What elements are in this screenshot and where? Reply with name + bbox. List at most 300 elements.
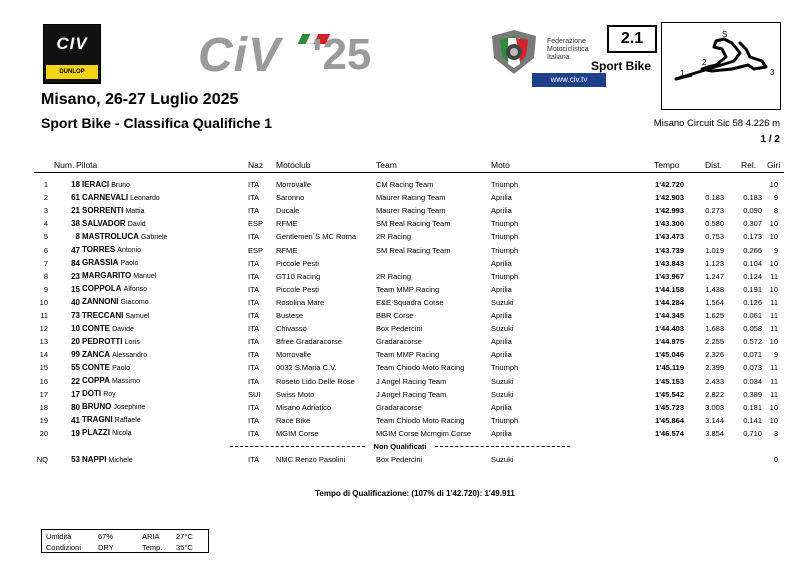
cell-naz: ITA [248,415,260,425]
cell-rel: 0.141 [743,415,762,425]
pilot-surname: PLAZZI [82,428,110,438]
cell-pos: 3 [43,206,48,216]
track-outline-icon [662,23,780,109]
pilot-name: Paolo [120,260,139,268]
cell-giri: 0 [773,455,778,464]
civ-logo-text: CiV [198,29,282,82]
pilot-name: Davide [112,325,134,333]
col-giri: Giri [767,160,781,170]
cell-pilota [82,258,138,267]
cell-giri: 9 [773,193,778,203]
cell-team: J Angel Racing Team [376,376,447,386]
cell-giri: 9 [773,350,778,360]
cell-giri: 10 [769,180,778,189]
pilot-surname: GRASSIA [82,258,119,268]
pilot-name: Massimo [111,378,140,385]
civ-badge-text: CIV [56,34,88,53]
cell-num: 22 [71,376,80,386]
cell-num: 41 [71,415,80,425]
cell-tempo: 1'45.046 [655,350,684,360]
cell-num: 84 [71,258,80,268]
civ-badge-logo [43,24,101,84]
pilot-name: David [127,220,146,228]
cell-tempo: 1'45.542 [655,389,684,399]
cell-naz: ITA [248,271,260,281]
qualification-time: Tempo di Qualificazione: (107% di 1'42.720): 1'49.911 [315,489,515,498]
cell-rel: 0.307 [743,219,762,229]
cell-num: 17 [71,389,80,399]
cell-rel: 0.090 [743,206,762,216]
cell-team: SM Real Racing Team [376,219,451,229]
col-dist: Dist. [705,160,722,170]
cell-dist: 1.247 [705,271,724,281]
cell-pilota [82,180,130,189]
pilot-surname: CARNEVALI [82,192,129,202]
cell-pos: NQ [36,455,48,464]
cell-moto: Aprilia [491,206,512,216]
cell-moto: Triumph [491,363,519,373]
cell-tempo: 1'42.993 [655,206,684,216]
cell-moto: Triumph [491,219,519,229]
cell-pos: 17 [39,389,48,399]
pilot-name: Paolo [112,364,130,372]
cell-pilota [82,455,133,464]
temp-label: Temp. [142,543,163,552]
pilot-surname: CONTE [82,323,110,333]
cell-tempo: 1'42.903 [655,193,684,203]
cell-naz: ITA [248,376,260,386]
cell-team: Box Pedercini [376,455,423,464]
cell-moto: Suzuki [491,376,514,386]
pilot-surname: COPPOLA [82,284,122,294]
cell-giri: 10 [769,258,778,268]
cell-num: 55 [71,363,80,373]
cell-moto: Aprilia [491,284,512,294]
cell-pilota [82,271,156,280]
federation-line-2: Motociclistica [547,46,589,53]
cell-pos: 16 [39,376,48,386]
cell-dist: 1.564 [705,297,724,307]
cell-moto: Triumph [491,415,519,425]
cell-tempo: 1'44.975 [655,337,684,347]
cell-giri: 11 [770,271,778,281]
col-tempo: Tempo [654,160,680,170]
cell-motoclub: RFME [276,245,298,255]
cell-naz: ITA [248,363,260,373]
cell-rel: 0.266 [743,245,762,255]
cell-naz: ITA [248,455,260,464]
cell-num: 80 [71,402,80,412]
cell-pilota [82,389,116,398]
pilot-name: Antonio [117,247,142,254]
cell-giri: 10 [769,415,778,425]
cell-num: 20 [71,337,80,347]
session-title: Sport Bike - Classifica Qualifiche 1 [41,115,273,131]
cell-tempo: 1'44.345 [655,311,684,320]
cell-rel: 0.710 [743,428,762,438]
cell-tempo: 1'45.723 [655,402,684,412]
non-qualified-label: Non Qualificati [373,442,427,451]
cell-num: 15 [71,284,80,294]
cell-giri: 11 [770,324,778,334]
cell-dist: 2.822 [705,389,724,399]
cell-motoclub: RFME [276,219,298,229]
cell-giri: 10 [769,284,778,294]
cell-naz: ITA [248,206,260,216]
cell-moto: Aprilia [491,193,512,203]
cell-naz: ITA [248,350,260,360]
cell-dist: 1.123 [705,258,724,268]
cell-pilota [82,284,147,293]
track-map [661,22,781,110]
cell-team: E&E Squadra Corse [376,297,444,307]
cell-rel: 0.183 [743,193,762,203]
pilot-surname: TRAGNI [82,415,113,425]
cell-moto: Aprilia [491,311,512,320]
cell-num: 23 [71,271,80,281]
cell-motoclub: Chivasso [276,324,307,334]
cell-tempo: 1'43.300 [655,219,684,229]
cell-pos: 14 [39,350,48,360]
cell-dist: 3.144 [705,415,724,425]
class-label: Sport Bike [591,59,652,73]
cell-pilota [82,363,130,372]
cell-giri: 11 [770,363,778,373]
cell-moto: Suzuki [491,455,514,464]
divider-dash-left [230,446,365,447]
cell-motoclub: 0032 S.Maria C.V. [276,363,337,373]
cell-pilota [82,428,132,437]
cell-num: 19 [71,428,80,438]
cell-motoclub: Roseto Lido Delle Rose [276,376,355,386]
cell-moto: Suzuki [491,297,514,307]
cell-dist: 2.326 [705,350,724,360]
pilot-surname: PEDROTTI [82,336,123,346]
col-team: Team [376,160,397,170]
cell-team: 2R Racing [376,232,412,242]
cell-naz: ITA [248,297,260,307]
cell-team: Box Pedercini [376,324,423,334]
cell-giri: 11 [770,311,778,320]
cell-pilota [82,415,141,424]
cell-pos: 20 [39,428,48,438]
cell-motoclub: Gentlemen´S MC Roma [276,232,357,242]
humidity-value: 67% [98,532,114,541]
cell-pilota [82,193,160,202]
cell-naz: ESP [248,245,264,255]
cell-rel: 0.124 [743,271,762,281]
cell-pos: 2 [43,193,48,203]
cell-pos: 15 [39,363,48,373]
cell-num: 10 [71,324,80,334]
humidity-label: Umidità [46,532,72,541]
cell-moto: Suzuki [491,324,514,334]
cell-giri: 10 [769,402,778,412]
cell-naz: SUI [248,389,261,399]
cell-moto: Aprilia [491,337,512,347]
cell-num: 40 [71,297,80,307]
cell-pos: 8 [43,271,48,281]
pilot-surname: IERACI [82,179,110,189]
pilot-surname: TORRES [82,245,116,254]
cell-num: 73 [71,311,80,320]
cell-giri: 3 [773,428,778,438]
cell-naz: ITA [248,232,260,242]
cell-motoclub: Swiss Moto [276,389,315,399]
pilot-surname: DOTI [82,389,102,399]
cell-motoclub: Bfree Gradaracorse [276,337,342,347]
col-moto: Moto [491,160,510,170]
cell-motoclub: Ducale [276,206,300,216]
cell-rel: 0.061 [743,311,762,320]
cell-tempo: 1'43.739 [655,245,684,255]
pilot-name: Manuel [133,273,157,281]
pilot-surname: COPPA [82,376,110,385]
cell-pos: 9 [43,284,48,294]
cell-pilota [82,245,141,254]
track-corner-1: 1 [680,69,685,78]
cell-tempo: 1'43.473 [655,232,684,242]
pilot-name: Gabriele [140,233,168,241]
cell-naz: ITA [248,258,260,268]
cell-motoclub: MGIM Corse [276,428,319,438]
non-qualified-divider [230,442,570,452]
pilot-surname: MARGARITO [82,271,132,281]
cell-pos: 7 [43,258,48,268]
cell-team: 2R Racing [376,271,412,281]
pilot-name: Josephine [113,404,146,412]
cell-team: Team Chiodo Moto Racing [376,415,465,425]
pilot-surname: CONTE [82,362,110,372]
cell-motoclub: NMC Renzo Pasolini [276,455,346,464]
cell-pos: 5 [43,232,48,242]
cell-rel: 0.181 [743,402,762,412]
cell-team: Team MMP Racing [376,350,440,360]
cell-naz: ESP [248,219,264,229]
cell-rel: 0.389 [743,389,762,399]
track-corner-s: S [722,30,728,39]
cell-rel: 0.071 [743,350,762,360]
cell-giri: 11 [770,376,778,386]
cell-motoclub: Piccole Pesti [276,258,319,268]
cell-num: 8 [75,232,80,242]
cell-tempo: 1'44.158 [655,284,684,294]
cell-motoclub: Race Bike [276,415,311,425]
cell-moto: Triumph [491,232,519,242]
pilot-name: Alessandro [112,351,148,359]
cell-giri: 10 [769,219,778,229]
cell-giri: 11 [770,389,778,399]
cell-num: 47 [71,245,80,255]
cell-moto: Aprilia [491,258,512,268]
air-label: ARIA [142,532,160,541]
cell-tempo: 1'43.967 [655,271,684,281]
cell-giri: 9 [773,245,778,255]
cell-dist: 1.625 [705,311,724,320]
cell-tempo: 1'46.574 [655,428,684,438]
cell-motoclub: Saronno [276,193,305,203]
cell-motoclub: Morrovalle [276,180,312,189]
track-corner-2: 2 [702,58,707,67]
cell-rel: 0.034 [743,376,762,386]
cell-pilota [82,297,149,306]
cell-dist: 0.580 [705,219,724,229]
cell-dist: 3.003 [705,402,724,412]
header-divider [34,172,784,173]
cell-dist: 2.433 [705,376,724,386]
cell-dist: 1.019 [705,245,724,255]
cell-rel: 0.126 [743,297,762,307]
cell-pos: 19 [39,415,48,425]
cell-tempo: 1'43.843 [655,258,684,268]
cell-num: 53 [71,455,80,464]
cell-motoclub: Piccole Pesti [276,284,319,294]
session-number: 2.1 [607,25,657,53]
col-motoclub: Motoclub [276,160,311,170]
pilot-name: Samuel [125,312,150,320]
cell-moto: Aprilia [491,350,512,360]
cell-pos: 1 [43,180,48,189]
pilot-name: Raffaele [114,417,141,425]
cell-motoclub: Morrovalle [276,350,312,360]
col-rel: Rel. [741,160,757,170]
cell-pilota [82,232,167,241]
cell-motoclub: Misano Adriatico [276,402,332,412]
cell-team: Team Chiodo Moto Racing [376,363,465,373]
cell-team: BBR Corse [376,311,414,320]
pilot-name: Giacomo [120,299,149,307]
cell-tempo: 1'45.119 [655,363,684,373]
cell-team: CM Racing Team [376,180,434,189]
cell-naz: ITA [248,311,260,320]
federation-url[interactable]: www.civ.tv [532,73,606,87]
federation-line-1: Federazione [547,38,586,45]
cell-pilota [82,376,140,385]
pilot-name: Michele [108,456,133,464]
cell-pos: 13 [39,337,48,347]
cell-team: SM Real Racing Team [376,245,451,255]
cell-tempo: 1'42.720 [655,180,684,189]
cell-rel: 0.058 [743,324,762,334]
fmi-shield-icon [488,26,540,78]
pilot-surname: SALVADOR [82,218,126,228]
conditions-value: DRY [98,543,114,552]
pilot-name: Roy [103,391,116,399]
cell-num: 61 [71,193,80,203]
pilot-name: Mattia [125,207,145,215]
cell-dist: 1.683 [705,324,724,334]
cell-rel: 0.104 [743,258,762,268]
cell-naz: ITA [248,193,260,203]
pilot-surname: TRECCANI [82,310,124,320]
cell-pilota [82,337,140,346]
cell-pilota [82,350,147,359]
cell-team: Gradaracorse [376,402,422,412]
temp-value: 35°C [176,543,193,552]
pilot-surname: BRUNO [82,402,112,412]
page-number: 1 / 2 [760,134,780,145]
cell-team: Gradaracorse [376,337,422,347]
cell-dist: 0.273 [705,206,724,216]
cell-dist: 0.753 [705,232,724,242]
cell-moto: Suzuki [491,389,514,399]
cell-naz: ITA [248,402,260,412]
cell-motoclub: Rosolina Mare [276,297,325,307]
cell-num: 21 [71,206,80,216]
cell-pilota [82,311,149,320]
cell-dist: 2.399 [705,363,724,373]
cell-moto: Triumph [491,271,519,281]
cell-team: Maurer Racing Team [376,206,446,216]
cell-tempo: 1'44.403 [655,324,684,334]
pilot-surname: SORRENTI [82,205,124,215]
cell-pos: 18 [39,402,48,412]
federation-line-3: Italiana [547,54,570,61]
cell-pilota [82,324,134,333]
cell-motoclub: GT10 Racing [276,271,321,281]
cell-num: 18 [71,180,80,189]
track-corner-3: 3 [770,68,775,77]
cell-pilota [82,206,145,215]
cell-naz: ITA [248,337,260,347]
circuit-info: Misano Circuit Sic 58 4.226 m [653,118,780,129]
cell-dist: 0.183 [705,193,724,203]
pilot-surname: MASTROLUCA [82,231,139,241]
dunlop-logo: DUNLOP [46,65,98,79]
cell-pilota [82,402,145,411]
pilot-name: Alfonso [123,286,148,294]
cell-dist: 1.438 [705,284,724,294]
cell-pilota [82,219,146,228]
cell-team: MGIM Corse Mcmgim Corse [376,428,472,438]
cell-naz: ITA [248,428,260,438]
cell-pos: 6 [43,245,48,255]
pilot-name: Loris [124,338,140,346]
event-title: Misano, 26-27 Luglio 2025 [41,91,239,108]
cell-giri: 11 [770,297,778,307]
civ25-logo [198,29,390,82]
cell-rel: 0.191 [743,284,762,294]
pilot-surname: ZANCA [82,349,110,359]
cell-num: 38 [71,219,80,229]
col-num: Num. [54,160,75,170]
cell-team: Maurer Racing Team [376,193,446,203]
cell-pos: 10 [39,297,48,307]
divider-dash-right [435,446,570,447]
pilot-name: Leonardo [130,194,160,202]
cell-motoclub: Bustese [276,311,304,320]
cell-naz: ITA [248,284,260,294]
cell-tempo: 1'44.284 [655,297,684,307]
cell-pos: 12 [39,324,48,334]
cell-pos: 4 [43,219,48,229]
cell-pos: 11 [40,311,48,320]
pilot-name: Bruno [111,181,130,189]
cell-tempo: 1'45.153 [655,376,684,386]
cell-giri: 10 [769,232,778,242]
cell-num: 99 [71,350,80,360]
conditions-label: Condizioni [46,543,82,552]
cell-moto: Aprilia [491,428,512,438]
cell-team: J Angel Racing Team [376,389,447,399]
air-value: 27°C [176,532,193,541]
cell-moto: Triumph [491,245,519,255]
civ-year-text: '25 [312,30,372,79]
cell-team: Team MMP Racing [376,284,440,294]
cell-rel: 0.572 [743,337,762,347]
pilot-surname: NAPPI [82,454,107,464]
cell-dist: 3.854 [705,428,724,438]
